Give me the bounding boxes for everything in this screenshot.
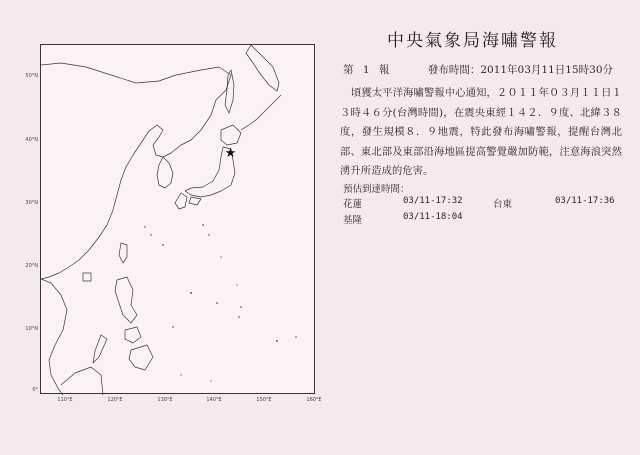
lon-tick-150: 150°E — [256, 397, 272, 403]
eta-table — [343, 196, 633, 228]
eta-row — [343, 196, 633, 212]
kyushu-island — [175, 193, 187, 209]
lon-tick-120: 120°E — [107, 397, 123, 403]
lat-tick-10: 10°N — [25, 326, 38, 332]
sakhalin-island — [225, 70, 234, 113]
report-number: 第 1 報 — [343, 64, 393, 76]
hainan-island — [83, 273, 91, 281]
epicenter-star-icon: ★ — [224, 146, 237, 162]
palawan-island — [93, 335, 107, 363]
lon-tick-110: 110°E — [57, 397, 73, 403]
eta-time-hualien: 03/11-17:32 — [403, 196, 463, 206]
lat-tick-30: 30°N — [25, 200, 38, 206]
kamchatka-coastline — [246, 45, 279, 91]
lat-tick-40: 40°N — [25, 137, 38, 143]
issue-time-value: 2011年03月11日15時30分 — [480, 64, 613, 76]
eta-place-hualien: 花蓮 — [343, 199, 363, 210]
eta-place-taitung: 台東 — [493, 199, 513, 210]
kuril-islands — [241, 95, 281, 130]
map-panel — [40, 44, 315, 394]
shikoku-island — [189, 197, 201, 205]
lat-tick-50: 50°N — [25, 73, 38, 79]
hokkaido-island — [221, 125, 241, 145]
eta-time-keelung: 03/11-18:04 — [403, 212, 463, 222]
mindanao-island — [129, 345, 153, 370]
taiwan-island — [119, 243, 127, 263]
issue-time-label: 發布時間： — [427, 64, 481, 76]
document-title: 中央氣象局海嘯警報 — [387, 31, 558, 51]
issue-time — [428, 62, 613, 77]
lat-tick-0: 0° — [32, 387, 38, 393]
luzon-island — [115, 277, 137, 323]
asia-coastline — [41, 63, 231, 279]
borneo-coastline — [61, 367, 103, 395]
lon-tick-130: 130°E — [157, 397, 173, 403]
eta-title: 預估到達時間： — [343, 184, 410, 195]
eta-place-keelung: 基隆 — [343, 215, 363, 226]
lon-tick-160: 160°E — [306, 397, 322, 403]
small-islands — [144, 224, 296, 381]
korea-peninsula — [157, 157, 173, 188]
coastline-map — [41, 45, 316, 395]
lat-tick-20: 20°N — [25, 263, 38, 269]
eta-time-taitung: 03/11-17:36 — [555, 196, 615, 206]
indochina-coastline — [41, 279, 67, 395]
visayas-islands — [125, 327, 141, 343]
eta-row — [343, 212, 633, 228]
warning-body-text: 頃獲太平洋海嘯警報中心通知，２０１１年０３月１１日１３時４６分(台灣時間)，在震央東經１４２．９度、北緯３８度，發生規模８．９地震，特此發布海嘯警報，提醒台灣北部、東北部及東部沿海地區提高警覺嚴加防範，注意海浪突然湧升所造成的危害。 — [340, 87, 622, 177]
lon-tick-140: 140°E — [206, 397, 222, 403]
